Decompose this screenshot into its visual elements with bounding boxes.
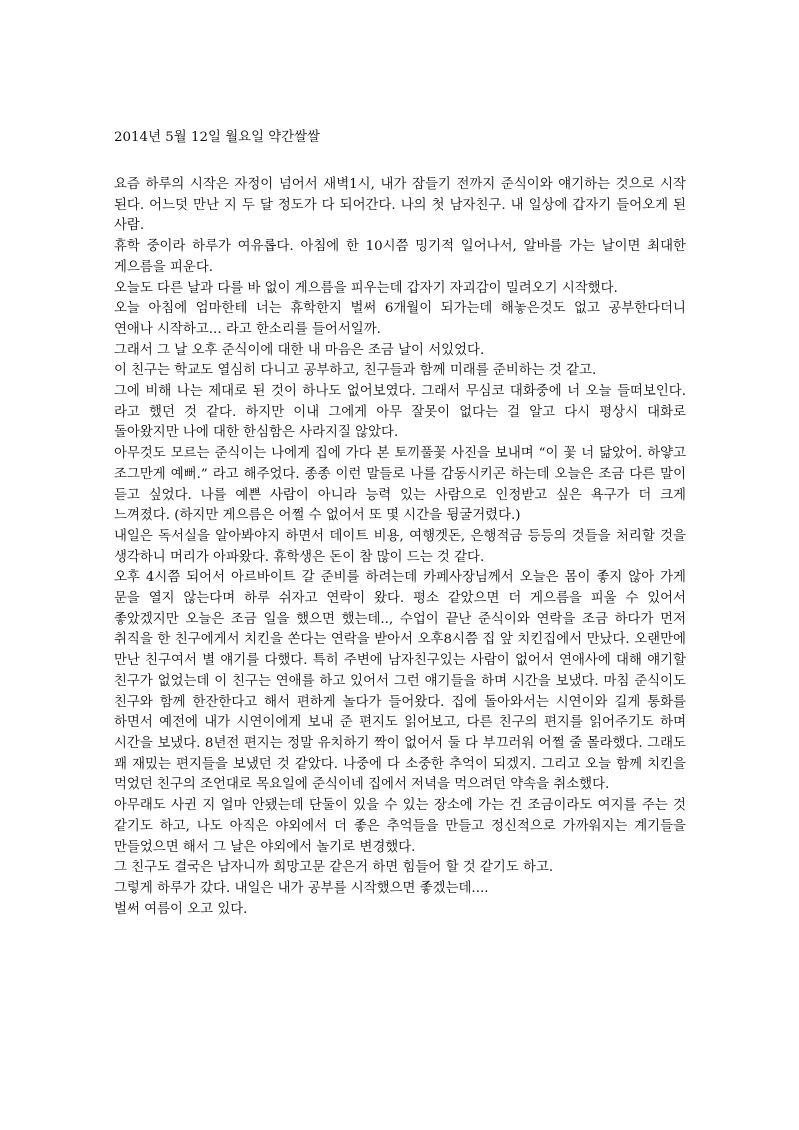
diary-body [114, 175, 686, 920]
paragraph: 아무래도 사귄 지 얼마 안됐는데 단둘이 있을 수 있는 장소에 가는 건 조금이라도 여지를 주는 것 같기도 하고, 나도 아직은 야외에서 더 좋은 추억들을 만들고 정신적으로 가까워지는 계기들을 만들었으면 해서 그 날은 야외에서 놀기로 변경했다. [114, 798, 686, 855]
paragraph: 그래서 그 날 오후 준식이에 대한 내 마음은 조금 날이 서있었다. [114, 342, 485, 358]
paragraph: 요즘 하루의 시작은 자정이 넘어서 새벽1시, 내가 잠들기 전까지 준식이와 얘기하는 것으로 시작 된다. 어느덧 만난 지 두 달 정도가 다 되어간다. 나의 첫 남자친구. 내 일상에 갑자기 들어오게 된 사람. [114, 177, 686, 234]
diary-date-heading: 2014년 5월 12일 월요일 약간쌀쌀 [114, 130, 321, 145]
paragraph: 오늘도 다른 날과 다를 바 없이 게으름을 피우는데 갑자기 자괴감이 밀려오기 시작했다. [114, 280, 618, 296]
paragraph: 내일은 독서실을 알아봐야지 하면서 데이트 비용, 여행겟돈, 은행적금 등등의 것들을 처리할 것을 생각하니 머리가 아파왔다. 휴학생은 돈이 참 많이 드는 것 같다. [114, 528, 686, 565]
paragraph: 이 친구는 학교도 열심히 다니고 공부하고, 친구들과 함께 미래를 준비하는 것 같고. [114, 363, 597, 379]
paragraph: 아무것도 모르는 준식이는 나에게 집에 가다 본 토끼풀꽃 사진을 보내며 “이 꽃 너 닮았어. 하얗고 조그만게 예뻐.” 라고 해주었다. 종종 이런 말들로 나를 감동시키곤 하는데 오늘은 조금 다른 말이 듣고 싶었다. 나를 예쁜 사람이 아니라 능력 있는 사람으로 인정받고 싶은 욕구가 더 크게 느껴졌다. (하지만 게으름은 어쩔 수 없어서 또 몇 시간을 뒹굴거렸다.) [114, 446, 686, 524]
paragraph: 벌써 여름이 오고 있다. [114, 901, 248, 917]
paragraph: 휴학 중이라 하루가 여유롭다. 아침에 한 10시쯤 밍기적 일어나서, 알바를 가는 날이면 최대한 게으름을 피운다. [114, 239, 686, 275]
paragraph: 그에 비해 나는 제대로 된 것이 하나도 없어보였다. 그래서 무심코 대화중에 너 오늘 들떠보인다. 라고 했던 것 같다. 하지만 이내 그에게 아무 잘못이 없다는 걸 알고 다시 평상시 대화로 돌아왔지만 나에 대한 한심함은 사라지질 않았다. [114, 384, 686, 441]
paragraph: 그렇게 하루가 갔다. 내일은 내가 공부를 시작했으면 좋겠는데.... [114, 880, 489, 896]
paragraph: 오후 4시쯤 되어서 아르바이트 갈 준비를 하려는데 카페사장님께서 오늘은 몸이 좋지 않아 가게 문을 열지 않는다며 하루 쉬자고 연락이 왔다. 평소 같았으면 더 게으름을 피울 수 있어서 좋았겠지만 오늘은 조금 일을 했으면 했는데.., 수업이 끝난 준식이와 연락을 조금 하다가 먼저 취직을 한 친구에게서 치킨을 쏜다는 연락을 받아서 오후8시쯤 집 앞 치킨집에서 만났다. 오랜만에 만난 친구여서 별 얘기를 다했다. 특히 주변에 남자친구있는 사람이 없어서 연애사에 대해 얘기할 친구가 없었는데 이 친구는 연애를 하고 있어서 그런 얘기들을 하며 시간을 보냈다. 마침 준식이도 친구와 함께 한잔한다고 해서 편하게 놀다가 들어왔다. 집에 돌아와서는 시연이와 길게 통화를 하면서 예전에 내가 시연이에게 보내 준 편지도 읽어보고, 다른 친구의 편지를 읽어주기도 하며 시간을 보냈다. 8년전 편지는 정말 유치하기 짝이 없어서 둘 다 부끄러워 어쩔 줄 몰라했다. 그래도 꽤 재밌는 편지들을 보냈던 것 같았다. 나중에 다 소중한 추억이 되겠지. 그리고 오늘 함께 치킨을 먹었던 친구의 조언대로 목요일에 준식이네 집에서 저녁을 먹으려던 약속을 취소했다. [114, 570, 686, 793]
paragraph: 오늘 아침에 엄마한테 너는 휴학한지 벌써 6개월이 되가는데 해놓은것도 없고 공부한다더니 연애나 시작하고... 라고 한소리를 들어서일까. [114, 301, 686, 337]
paragraph: 그 친구도 결국은 남자니까 희망고문 같은거 하면 힘들어 할 것 같기도 하고. [114, 860, 554, 876]
